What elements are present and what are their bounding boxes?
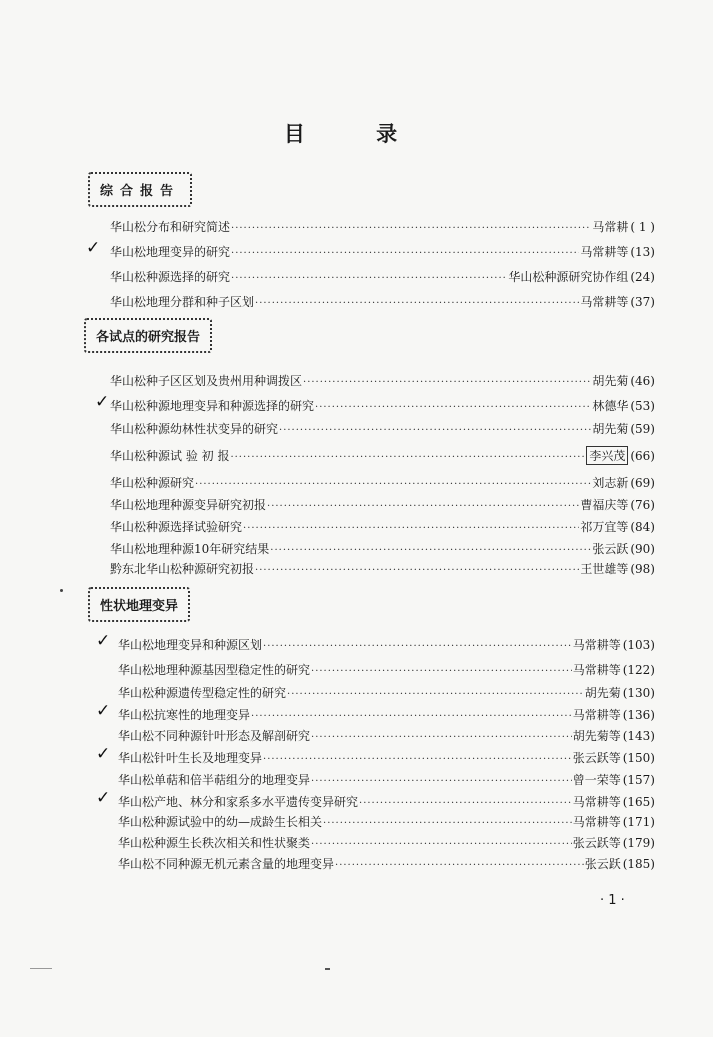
entry-page-number: (130)	[622, 686, 655, 700]
entry-page-number: ( 1 )	[630, 220, 655, 234]
entry-page-number: (143)	[622, 729, 655, 743]
entry-author: 胡先菊	[592, 422, 629, 436]
entry-page-number: (165)	[622, 795, 655, 809]
entry-author: 华山松种源研究协作组	[508, 270, 629, 284]
entry-page-number: (122)	[622, 663, 655, 677]
dot-leader	[287, 689, 584, 700]
toc-entry[interactable]	[118, 771, 655, 791]
entry-page-number: (84)	[630, 520, 655, 534]
entry-title: 华山松种源试 验 初 报	[110, 449, 230, 463]
page-number: · 1 ·	[600, 893, 625, 908]
entry-title: 华山松种源幼林性状变异的研究	[110, 422, 279, 436]
toc-entry[interactable]	[118, 855, 655, 875]
entry-author: 马常耕等	[572, 815, 621, 829]
dot-leader	[279, 425, 591, 436]
toc-entry[interactable]	[118, 684, 655, 704]
entry-author: 林德华	[592, 399, 629, 413]
check-mark-icon: ✓	[96, 744, 111, 764]
entry-title: 华山松抗寒性的地理变异	[118, 708, 251, 722]
dot-leader	[303, 377, 591, 388]
toc-entry[interactable]	[118, 661, 655, 681]
toc-entry[interactable]	[110, 496, 655, 516]
check-mark-icon: ✓	[96, 701, 111, 721]
entry-page-number: (90)	[630, 542, 655, 556]
entry-page-number: (59)	[630, 422, 655, 436]
entry-title: 华山松针叶生长及地理变异	[118, 751, 263, 765]
entry-author: 马常耕等	[580, 245, 629, 259]
toc-entry[interactable]	[110, 397, 655, 417]
entry-title: 华山松地理分群和种子区划	[110, 295, 255, 309]
check-mark-icon: ✓	[86, 238, 101, 258]
entry-author: 刘志新	[592, 476, 629, 490]
entry-author: 祁万宜等	[580, 520, 629, 534]
entry-author: 胡先菊等	[572, 729, 621, 743]
check-mark-icon: ✓	[96, 788, 111, 808]
toc-entry[interactable]	[118, 706, 655, 726]
dot-leader	[323, 818, 572, 829]
scan-mark	[325, 968, 330, 970]
toc-entry[interactable]	[110, 243, 655, 263]
entry-author: 张云跃	[584, 857, 621, 871]
entry-page-number: (46)	[630, 374, 655, 388]
dot-leader	[255, 565, 579, 576]
entry-author: 马常耕等	[572, 638, 621, 652]
toc-entry[interactable]	[110, 446, 655, 466]
entry-title: 华山松种源生长秩次相关和性状聚类	[118, 836, 311, 850]
toc-entry[interactable]	[118, 727, 655, 747]
dot-leader	[263, 641, 572, 652]
entry-author: 马常耕等	[580, 295, 629, 309]
entry-title: 华山松单萜和倍半萜组分的地理变异	[118, 773, 311, 787]
dot-leader	[335, 860, 584, 871]
dot-leader	[255, 298, 579, 309]
entry-author: 张云跃	[592, 542, 629, 556]
entry-page-number: (185)	[622, 857, 655, 871]
entry-author: 马常耕等	[572, 663, 621, 677]
entry-title: 黔东北华山松种源研究初报	[110, 562, 255, 576]
dot-leader	[311, 732, 572, 743]
entry-author: 马常耕	[592, 220, 629, 234]
scan-mark	[60, 589, 63, 592]
entry-title: 华山松地理种源变异研究初报	[110, 498, 267, 512]
scan-mark	[30, 968, 52, 969]
page-title: 目 录	[283, 122, 430, 146]
entry-page-number: (69)	[630, 476, 655, 490]
entry-page-number: (157)	[622, 773, 655, 787]
toc-entry[interactable]	[110, 420, 655, 440]
entry-title: 华山松种源地理变异和种源选择的研究	[110, 399, 315, 413]
section-heading: 性状地理变异	[88, 587, 190, 622]
entry-title: 华山松不同种源无机元素含量的地理变异	[118, 857, 335, 871]
dot-leader	[231, 223, 591, 234]
entry-page-number: (171)	[622, 815, 655, 829]
dot-leader	[231, 273, 507, 284]
entry-title: 华山松种源遗传型稳定性的研究	[118, 686, 287, 700]
dot-leader	[270, 545, 591, 556]
dot-leader	[243, 523, 579, 534]
entry-page-number: (24)	[630, 270, 655, 284]
toc-entry[interactable]	[110, 268, 655, 288]
entry-author: 张云跃等	[572, 751, 621, 765]
entry-page-number: (98)	[630, 562, 655, 576]
toc-entry[interactable]	[110, 293, 655, 313]
dot-leader	[315, 402, 591, 413]
dot-leader	[230, 452, 585, 463]
toc-entry[interactable]	[118, 793, 655, 813]
toc-entry[interactable]	[118, 749, 655, 769]
dot-leader	[267, 501, 579, 512]
entry-author: 胡先菊	[584, 686, 621, 700]
entry-author: 张云跃等	[572, 836, 621, 850]
entry-author: 曾一荣等	[572, 773, 621, 787]
entry-title: 华山松种源研究	[110, 476, 195, 490]
entry-title: 华山松种子区区划及贵州用种调拨区	[110, 374, 303, 388]
dot-leader	[359, 798, 572, 809]
dot-leader	[311, 839, 572, 850]
entry-page-number: (179)	[622, 836, 655, 850]
toc-entry[interactable]	[110, 518, 655, 538]
entry-title: 华山松地理种源10年研究结果	[110, 542, 270, 556]
entry-author: 马常耕等	[572, 795, 621, 809]
entry-page-number: (13)	[630, 245, 655, 259]
entry-author: 胡先菊	[592, 374, 629, 388]
toc-entry[interactable]	[118, 834, 655, 854]
entry-title: 华山松地理变异和种源区划	[118, 638, 263, 652]
toc-entry[interactable]	[110, 560, 655, 580]
entry-title: 华山松地理种源基因型稳定性的研究	[118, 663, 311, 677]
entry-author: 李兴茂	[586, 446, 628, 465]
entry-author: 曹福庆等	[580, 498, 629, 512]
dot-leader	[311, 776, 572, 787]
toc-entry[interactable]	[110, 474, 655, 494]
entry-title: 华山松分布和研究简述	[110, 220, 231, 234]
dot-leader	[311, 666, 572, 677]
toc-entry[interactable]	[110, 218, 655, 238]
entry-title: 华山松不同种源针叶形态及解剖研究	[118, 729, 311, 743]
entry-title: 华山松种源试验中的幼—成龄生长相关	[118, 815, 323, 829]
check-mark-icon: ✓	[95, 392, 110, 412]
toc-entry[interactable]	[110, 540, 655, 560]
check-mark-icon: ✓	[96, 631, 111, 651]
section-heading: 各试点的研究报告	[84, 318, 212, 353]
dot-leader	[195, 479, 591, 490]
entry-title: 华山松种源选择的研究	[110, 270, 231, 284]
toc-entry[interactable]	[118, 813, 655, 833]
entry-author: 王世雄等	[580, 562, 629, 576]
toc-entry[interactable]	[110, 372, 655, 392]
entry-title: 华山松种源选择试验研究	[110, 520, 243, 534]
entry-page-number: (150)	[622, 751, 655, 765]
dot-leader	[251, 711, 572, 722]
toc-entry[interactable]	[118, 636, 655, 656]
section-heading: 综合报告	[88, 172, 192, 207]
dot-leader	[231, 248, 579, 259]
entry-title: 华山松地理变异的研究	[110, 245, 231, 259]
entry-page-number: (136)	[622, 708, 655, 722]
entry-page-number: (66)	[630, 449, 655, 463]
entry-page-number: (53)	[630, 399, 655, 413]
dot-leader	[263, 754, 572, 765]
entry-page-number: (76)	[630, 498, 655, 512]
entry-page-number: (103)	[622, 638, 655, 652]
entry-page-number: (37)	[630, 295, 655, 309]
entry-author: 马常耕等	[572, 708, 621, 722]
entry-title: 华山松产地、林分和家系多水平遗传变异研究	[118, 795, 359, 809]
